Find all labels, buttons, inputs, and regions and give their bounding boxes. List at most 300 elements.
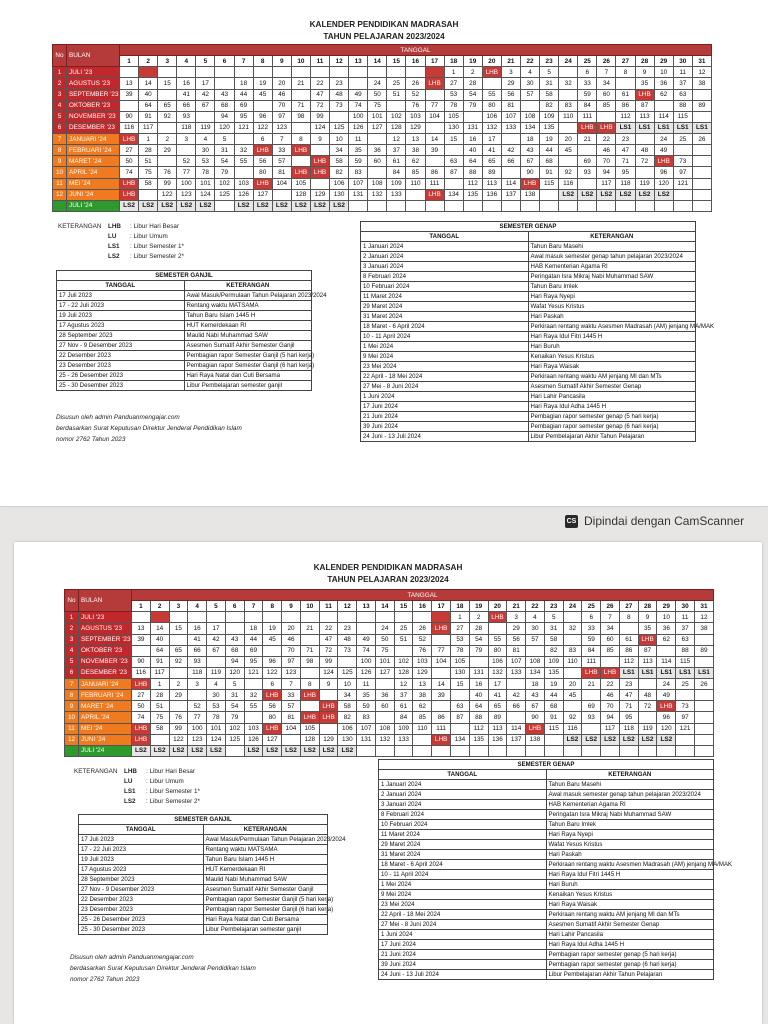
day-cell	[463, 111, 482, 122]
day-cell: 8	[616, 67, 635, 78]
event-row	[361, 422, 696, 432]
event-row	[79, 905, 328, 915]
day-cell: LHB	[132, 734, 151, 745]
day-cell: 24	[375, 623, 394, 634]
event-row	[57, 301, 312, 311]
day-cell: 32	[234, 145, 253, 156]
legend-label	[74, 797, 118, 807]
day-number-cell: 15	[394, 601, 413, 612]
day-cell: 82	[544, 645, 563, 656]
month-name: FEBRUARI '24	[67, 145, 120, 156]
event-desc: Asesmen Sumatif Akhir Semester Ganjil	[184, 341, 312, 351]
day-cell: 50	[375, 634, 394, 645]
event-row	[361, 282, 696, 292]
day-cell: 72	[319, 645, 338, 656]
day-cell: 71	[291, 100, 310, 111]
day-cell: 88	[676, 645, 695, 656]
day-cell: 108	[520, 111, 539, 122]
day-cell	[357, 745, 376, 756]
day-cell: LHB	[638, 634, 657, 645]
event-row	[57, 371, 312, 381]
day-cell: LHB	[132, 723, 151, 734]
event-row	[361, 372, 696, 382]
day-cell: 99	[169, 723, 188, 734]
day-cell: 7	[282, 679, 301, 690]
day-cell: 109	[540, 111, 559, 122]
day-cell	[406, 200, 425, 211]
day-cell: 18	[520, 134, 539, 145]
day-cell: 121	[676, 723, 695, 734]
day-cell: 48	[638, 690, 657, 701]
day-number-cell: 28	[638, 601, 657, 612]
event-row	[379, 830, 714, 840]
month-name: APRIL '24	[79, 712, 132, 723]
event-row	[379, 850, 714, 860]
day-cell: 136	[488, 734, 507, 745]
day-cell	[291, 122, 310, 133]
day-number-cell: 13	[357, 601, 376, 612]
day-cell: 15	[451, 679, 470, 690]
day-cell: 66	[188, 645, 207, 656]
day-cell: 70	[597, 156, 616, 167]
event-desc: Perkiraan rentang waktu AM jenjang MI dan MTs	[528, 372, 696, 382]
day-cell: LHB	[310, 156, 329, 167]
event-desc: Perkiraan rentang waktu AM jenjang MI dan MTs	[546, 910, 714, 920]
month-number: 10	[53, 167, 67, 178]
legend-row	[58, 232, 184, 242]
event-row	[57, 331, 312, 341]
day-cell: 123	[188, 734, 207, 745]
day-cell: 78	[444, 100, 463, 111]
credit-line: nomor 2762 Tahun 2023	[56, 436, 126, 443]
event-date: 28 September 2023	[57, 331, 185, 341]
event-row	[361, 432, 696, 442]
day-cell: 63	[451, 701, 470, 712]
event-row	[361, 332, 696, 342]
day-cell: 69	[234, 100, 253, 111]
day-cell	[425, 67, 444, 78]
day-cell: 68	[540, 156, 559, 167]
event-row	[79, 895, 328, 905]
legend-row	[58, 222, 184, 232]
semester-ganjil-table	[78, 814, 346, 936]
day-cell	[387, 67, 406, 78]
day-cell: LS2	[635, 189, 654, 200]
day-cell: LS2	[657, 734, 676, 745]
calendar-month-row	[53, 167, 712, 178]
day-number-cell: 22	[526, 601, 545, 612]
day-cell: 34	[601, 623, 620, 634]
day-cell	[375, 679, 394, 690]
day-cell: 37	[394, 690, 413, 701]
day-cell	[234, 134, 253, 145]
month-name: JANUARI '24	[79, 679, 132, 690]
day-number-cell: 17	[432, 601, 451, 612]
event-desc: Libur Pembelajaran semester ganjil	[184, 381, 312, 391]
day-cell	[282, 734, 301, 745]
event-row	[379, 870, 714, 880]
day-cell	[387, 200, 406, 211]
day-cell	[676, 745, 695, 756]
day-cell: 2	[169, 679, 188, 690]
event-date: 28 September 2023	[79, 875, 204, 885]
day-cell	[291, 156, 310, 167]
day-number-cell: 6	[215, 56, 234, 67]
day-cell	[654, 100, 673, 111]
calendar-month-row	[53, 145, 712, 156]
event-desc: Perkiraan rentang waktu Asesmen Madrasah (AM) jenjang MA/MAK	[528, 322, 696, 332]
day-cell	[394, 645, 413, 656]
day-cell: LHB	[582, 667, 601, 678]
day-number-cell: 1	[132, 601, 151, 612]
day-cell: LHB	[253, 145, 272, 156]
day-cell: 118	[188, 667, 207, 678]
month-number	[65, 745, 79, 756]
event-date: 3 Januari 2024	[379, 800, 547, 810]
calendar-month-row	[65, 634, 714, 645]
day-cell: 122	[263, 667, 282, 678]
event-desc: Wafat Yesus Kristus	[546, 840, 714, 850]
day-cell: 134	[444, 189, 463, 200]
event-date: 18 Maret - 6 April 2024	[361, 322, 529, 332]
day-cell	[673, 200, 692, 211]
day-cell	[526, 645, 545, 656]
day-cell: 65	[488, 701, 507, 712]
day-cell: 71	[619, 701, 638, 712]
day-cell: 57	[520, 89, 539, 100]
event-date: 1 Mei 2024	[361, 342, 529, 352]
day-number-cell: 9	[282, 601, 301, 612]
day-cell: 31	[544, 623, 563, 634]
day-cell: 18	[234, 78, 253, 89]
day-cell: LS2	[234, 200, 253, 211]
day-cell: 76	[406, 100, 425, 111]
day-cell: 31	[225, 690, 244, 701]
day-cell	[578, 200, 597, 211]
month-number: 1	[65, 612, 79, 623]
day-cell: 68	[215, 100, 234, 111]
day-cell: 43	[526, 690, 545, 701]
day-cell: 20	[559, 134, 578, 145]
day-cell: 46	[597, 145, 616, 156]
day-cell: 20	[272, 78, 291, 89]
day-cell: 76	[413, 645, 432, 656]
day-cell: 51	[387, 89, 406, 100]
event-row	[379, 800, 714, 810]
event-desc: Maulid Nabi Muhammad SAW	[184, 331, 312, 341]
event-date: 25 - 30 Desember 2023	[79, 925, 204, 935]
day-cell: 89	[482, 167, 501, 178]
event-row	[379, 900, 714, 910]
day-cell: 81	[282, 712, 301, 723]
day-cell: 129	[319, 734, 338, 745]
month-number: 7	[65, 679, 79, 690]
day-cell	[120, 100, 139, 111]
day-number-cell: 21	[507, 601, 526, 612]
day-cell: 30	[207, 690, 226, 701]
day-cell: 41	[488, 690, 507, 701]
month-name: APRIL '24	[67, 167, 120, 178]
event-date: 17 Juni 2024	[379, 940, 547, 950]
legend-code: LS2	[124, 798, 136, 805]
day-cell: 96	[263, 656, 282, 667]
month-number: 1	[53, 67, 67, 78]
event-desc: Pembagian rapor Semester Ganjil (6 hari kerja)	[203, 905, 328, 915]
day-cell: 25	[673, 134, 692, 145]
day-cell: 66	[177, 100, 196, 111]
event-desc: Pembagian rapor semester genap (5 hari kerja)	[546, 950, 714, 960]
day-cell: 23	[616, 134, 635, 145]
day-number-cell: 19	[469, 601, 488, 612]
scanned-page-1	[0, 0, 768, 506]
day-cell: 131	[463, 122, 482, 133]
day-cell: 60	[601, 634, 620, 645]
day-cell: 64	[463, 156, 482, 167]
day-cell: 29	[501, 78, 520, 89]
day-cell: 84	[582, 645, 601, 656]
day-number-cell: 28	[635, 56, 654, 67]
event-row	[379, 920, 714, 930]
day-cell: LHB	[300, 712, 319, 723]
calendar-month-row	[65, 623, 714, 634]
day-cell	[563, 667, 582, 678]
day-cell: LHB	[120, 178, 139, 189]
day-cell: 81	[507, 645, 526, 656]
day-cell: 42	[207, 634, 226, 645]
event-desc: Awal Masuk/Permulaan Tahun Pelajaran 2023/2024	[184, 291, 312, 301]
day-cell	[291, 67, 310, 78]
day-number-cell: 12	[338, 601, 357, 612]
day-cell: 13	[413, 679, 432, 690]
day-cell	[619, 623, 638, 634]
day-cell: 76	[158, 167, 177, 178]
day-cell: LHB	[578, 122, 597, 133]
day-cell: 40	[139, 89, 158, 100]
day-cell: 130	[451, 667, 470, 678]
day-cell	[673, 189, 692, 200]
day-cell: 42	[501, 145, 520, 156]
day-cell: 81	[501, 100, 520, 111]
day-number-cell: 21	[501, 56, 520, 67]
day-cell: 46	[282, 634, 301, 645]
day-number-cell: 30	[676, 601, 695, 612]
day-cell: 23	[330, 78, 349, 89]
day-cell: 127	[253, 189, 272, 200]
day-cell: 93	[582, 712, 601, 723]
day-cell: 91	[544, 712, 563, 723]
day-cell: 106	[488, 656, 507, 667]
day-cell: 117	[597, 178, 616, 189]
day-cell: 112	[463, 178, 482, 189]
day-cell: 90	[520, 167, 539, 178]
day-cell: 99	[319, 656, 338, 667]
day-cell: 124	[310, 122, 329, 133]
day-number-cell: 31	[692, 56, 711, 67]
day-cell: 17	[482, 134, 501, 145]
day-cell: 65	[158, 100, 177, 111]
day-cell: 79	[469, 645, 488, 656]
month-name: MARET '24	[79, 701, 132, 712]
day-cell: 54	[225, 701, 244, 712]
event-row	[361, 302, 696, 312]
day-cell: 12	[694, 612, 713, 623]
day-cell: 79	[463, 100, 482, 111]
day-cell: 52	[177, 156, 196, 167]
day-cell: 120	[215, 122, 234, 133]
day-cell: 132	[368, 189, 387, 200]
day-cell: LHB	[310, 167, 329, 178]
day-cell: 57	[282, 701, 301, 712]
day-cell: LS1	[676, 667, 695, 678]
day-cell	[616, 200, 635, 211]
day-cell: 135	[544, 667, 563, 678]
day-cell: 39	[425, 145, 444, 156]
day-cell	[638, 712, 657, 723]
day-cell: 94	[215, 111, 234, 122]
day-cell: 47	[616, 145, 635, 156]
day-cell: 85	[601, 645, 620, 656]
day-cell: 104	[282, 723, 301, 734]
day-cell	[272, 189, 291, 200]
day-cell	[488, 623, 507, 634]
day-cell: 46	[601, 690, 620, 701]
day-cell	[638, 679, 657, 690]
day-cell: 56	[501, 89, 520, 100]
day-cell: 97	[282, 656, 301, 667]
day-cell: 45	[263, 634, 282, 645]
legend-text: : Libur Umum	[130, 233, 168, 240]
day-cell: 5	[215, 134, 234, 145]
day-cell	[368, 200, 387, 211]
day-cell	[310, 178, 329, 189]
day-cell	[507, 745, 526, 756]
day-cell: 4	[526, 612, 545, 623]
day-cell: 93	[177, 111, 196, 122]
day-cell: LHB	[319, 701, 338, 712]
day-cell: 10	[338, 679, 357, 690]
legend-code: LS1	[124, 788, 136, 795]
day-cell: LS1	[673, 122, 692, 133]
day-cell: 74	[132, 712, 151, 723]
day-cell	[676, 734, 695, 745]
day-cell	[582, 690, 601, 701]
day-cell: LS2	[282, 745, 301, 756]
day-number-cell: 25	[582, 601, 601, 612]
day-cell: 37	[387, 145, 406, 156]
day-cell	[349, 200, 368, 211]
day-cell: 102	[225, 723, 244, 734]
day-cell: 27	[120, 145, 139, 156]
day-cell: 101	[207, 723, 226, 734]
day-cell: 98	[291, 111, 310, 122]
day-cell	[507, 712, 526, 723]
day-cell: 71	[300, 645, 319, 656]
day-cell	[425, 89, 444, 100]
month-name: AGUSTUS '23	[67, 78, 120, 89]
day-cell: 6	[578, 67, 597, 78]
day-cell: 24	[368, 78, 387, 89]
day-cell: 117	[601, 723, 620, 734]
day-cell: 67	[207, 645, 226, 656]
day-cell: 16	[463, 134, 482, 145]
event-date: 1 Januari 2024	[379, 780, 547, 790]
event-date: 29 Maret 2024	[379, 840, 547, 850]
day-cell: 35	[357, 690, 376, 701]
day-cell: 127	[368, 122, 387, 133]
event-row	[379, 880, 714, 890]
day-cell: 115	[673, 111, 692, 122]
legend-label	[58, 242, 102, 252]
day-cell: 21	[582, 679, 601, 690]
day-cell: 1	[451, 612, 470, 623]
event-desc: Hari Buruh	[546, 880, 714, 890]
day-cell: 28	[139, 145, 158, 156]
day-cell: 124	[196, 189, 215, 200]
day-number-cell: 19	[463, 56, 482, 67]
day-cell: LS1	[692, 122, 711, 133]
day-cell: 64	[469, 701, 488, 712]
day-cell: LHB	[253, 178, 272, 189]
day-cell: 37	[673, 78, 692, 89]
day-cell: 8	[300, 679, 319, 690]
event-desc: Hari Raya Idul Adha 1445 H	[546, 940, 714, 950]
month-number	[53, 200, 67, 211]
day-cell: 40	[463, 145, 482, 156]
day-cell: 107	[507, 656, 526, 667]
event-desc: Hari Paskah	[546, 850, 714, 860]
day-cell	[694, 734, 713, 745]
day-cell: 34	[338, 690, 357, 701]
day-cell: 58	[338, 701, 357, 712]
month-number: 12	[65, 734, 79, 745]
header-tanggal: TANGGAL	[132, 590, 714, 601]
day-cell	[425, 122, 444, 133]
day-cell: 69	[578, 156, 597, 167]
day-cell: LHB	[425, 78, 444, 89]
day-cell: 66	[507, 701, 526, 712]
event-desc: Awal masuk semester genap tahun pelajaran 2023/2024	[528, 252, 696, 262]
day-cell: LHB	[120, 134, 139, 145]
day-cell: 99	[158, 178, 177, 189]
day-cell	[432, 701, 451, 712]
day-cell	[692, 156, 711, 167]
day-cell	[319, 612, 338, 623]
event-row	[79, 875, 328, 885]
event-desc: HAB Kementerian Agama RI	[528, 262, 696, 272]
day-cell: LS2	[150, 745, 169, 756]
day-cell: 77	[177, 167, 196, 178]
day-number-cell: 25	[578, 56, 597, 67]
day-cell: 39	[120, 89, 139, 100]
day-cell	[368, 67, 387, 78]
day-cell: 9	[635, 67, 654, 78]
event-row	[57, 381, 312, 391]
day-number-cell: 3	[158, 56, 177, 67]
day-cell: 77	[432, 645, 451, 656]
day-cell: 118	[619, 723, 638, 734]
event-row	[379, 840, 714, 850]
day-cell: 22	[310, 78, 329, 89]
day-cell: 36	[657, 623, 676, 634]
day-cell: 112	[616, 111, 635, 122]
day-cell: 29	[169, 690, 188, 701]
day-cell: 10	[654, 67, 673, 78]
event-row	[379, 820, 714, 830]
header-bulan: BULAN	[79, 590, 132, 612]
day-cell: 89	[488, 712, 507, 723]
day-cell: LS1	[654, 122, 673, 133]
day-cell: 86	[432, 712, 451, 723]
